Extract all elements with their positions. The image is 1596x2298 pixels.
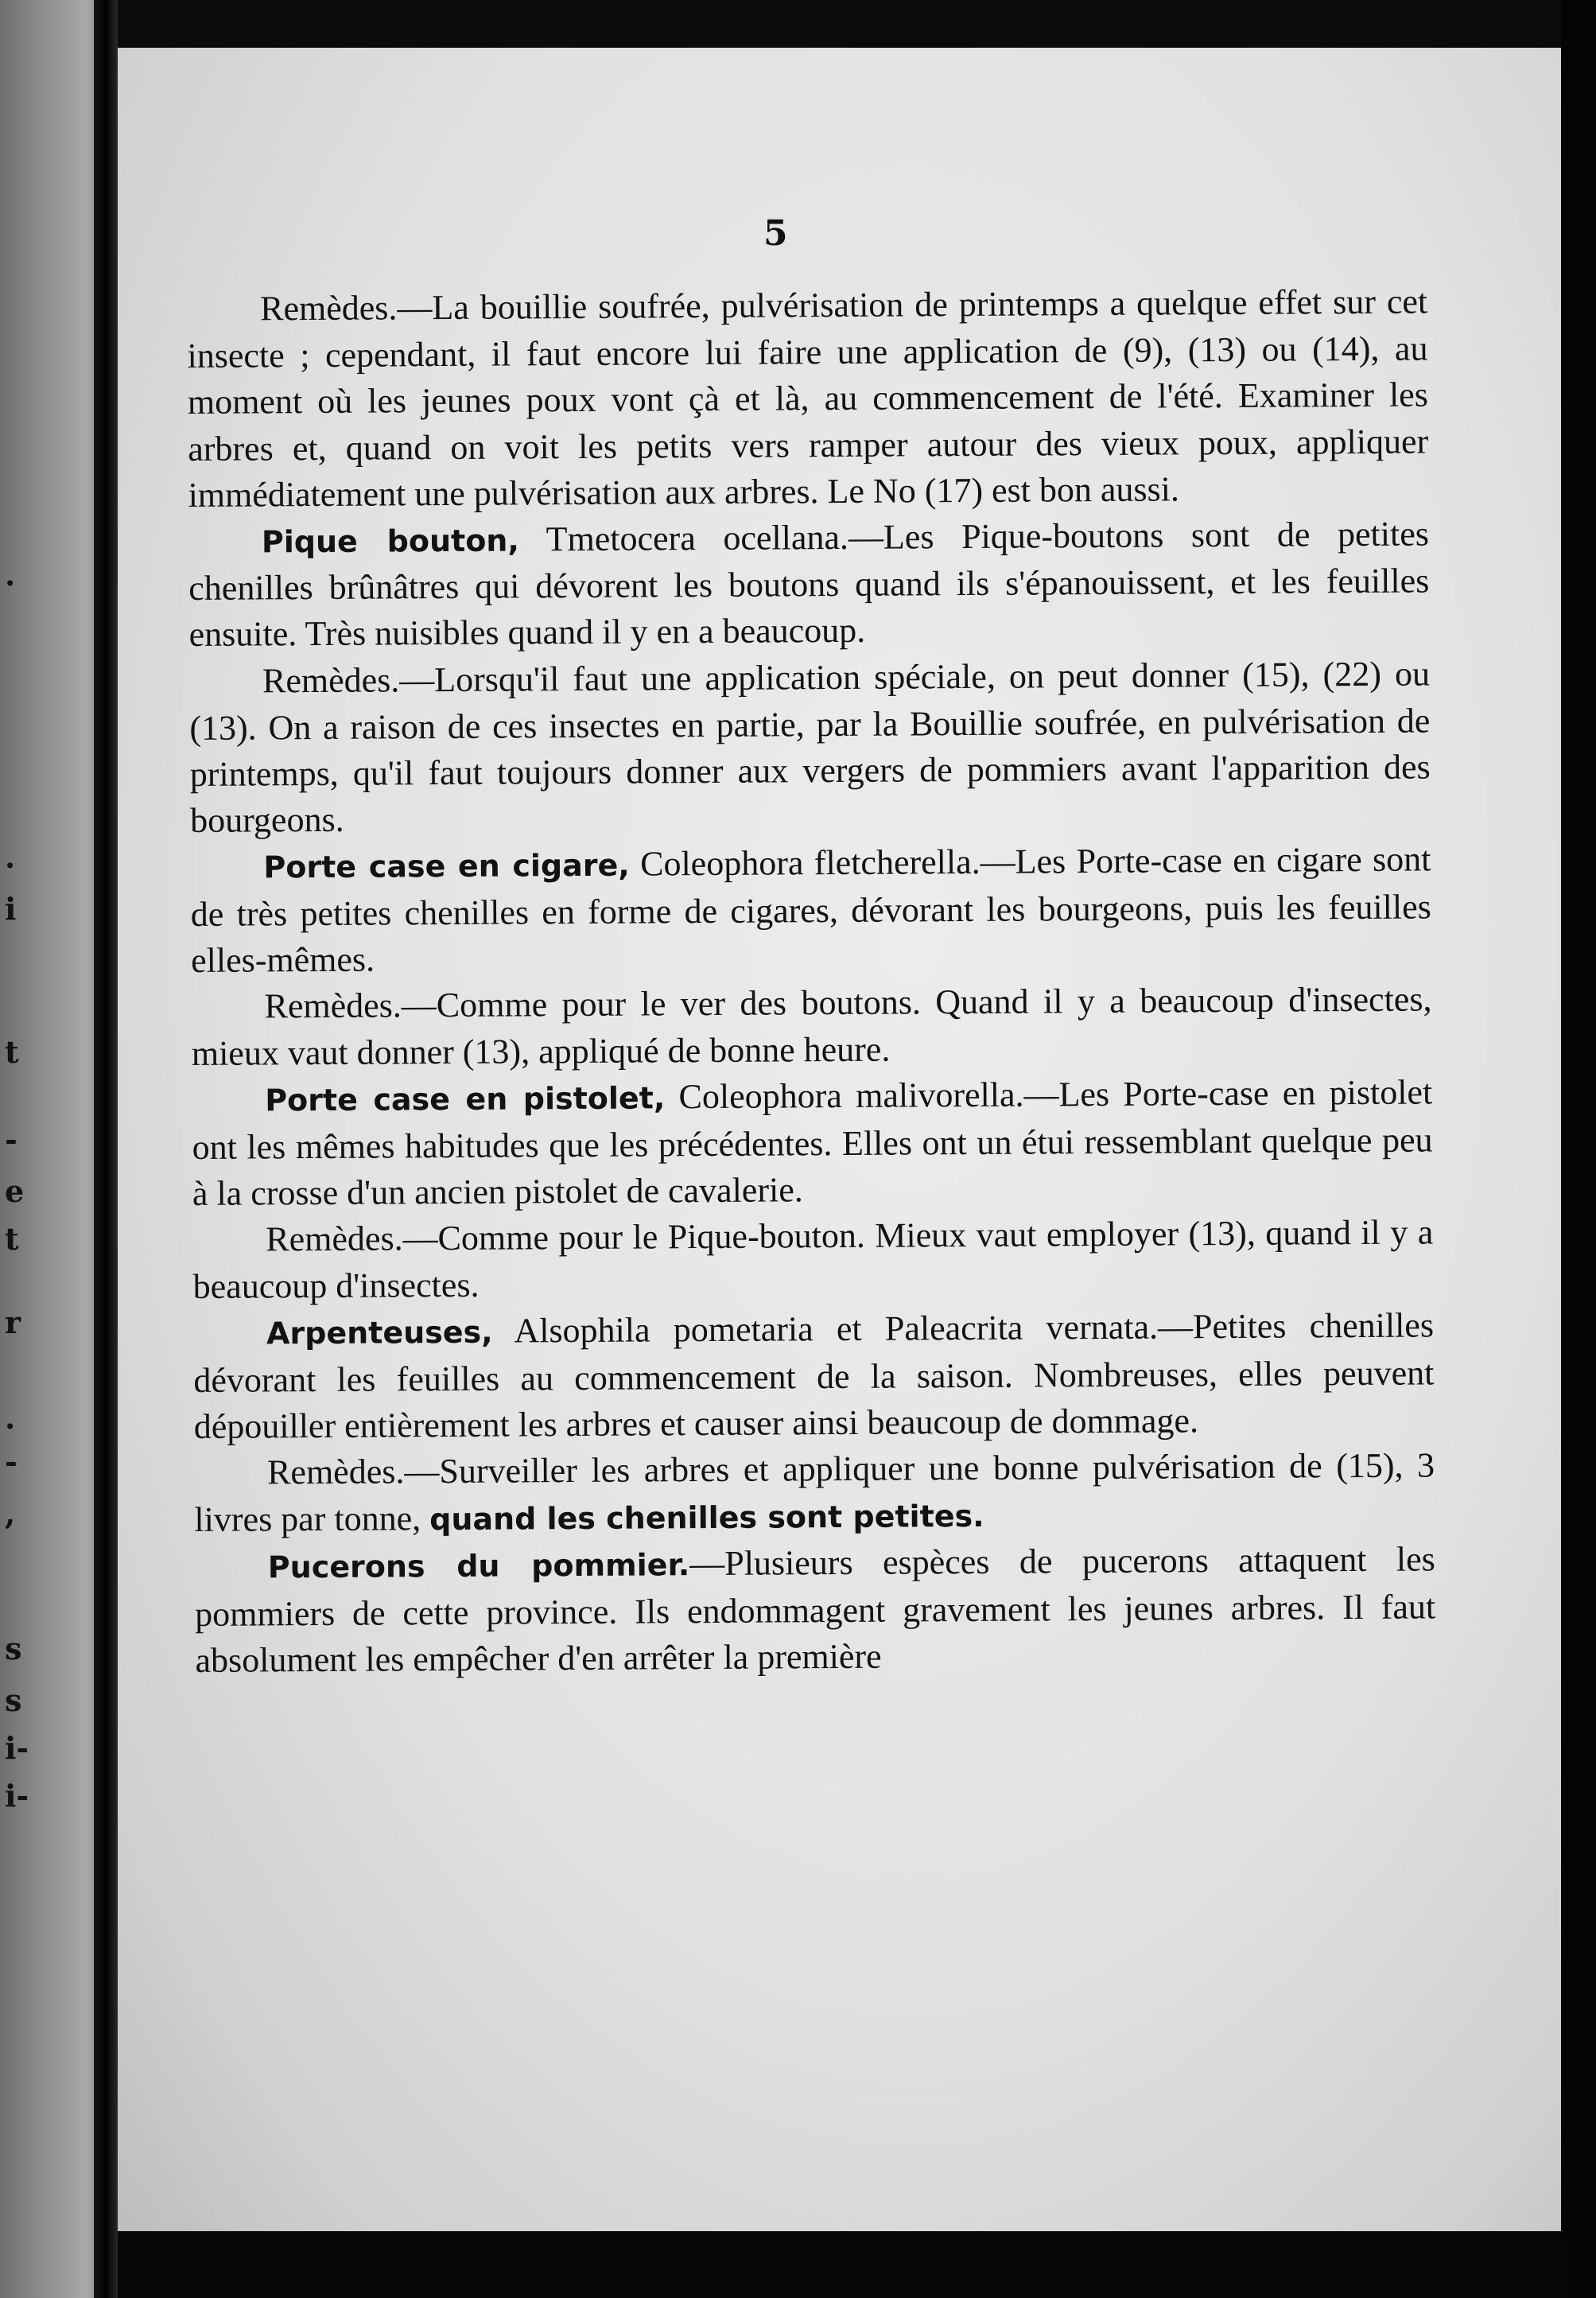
- scan-border-right: [1561, 0, 1596, 2298]
- scan-border-bottom: [118, 2231, 1561, 2298]
- margin-mark: r: [5, 1305, 21, 1340]
- margin-mark: e: [5, 1173, 25, 1209]
- paragraph-term: Porte case en pistolet,: [265, 1080, 666, 1118]
- paragraph: [192, 1070, 1433, 1217]
- margin-mark: i: [5, 891, 17, 927]
- facing-page-marks: [5, 0, 37, 2298]
- paragraph-text: Remèdes.—La bouillie soufrée, pulvérisation de printemps a quelque effet sur cet insecte ; cependant, il faut encore lui faire une application de (9), (13) ou (14), au moment où les jeunes poux vont çà et là, au commencement de l'été. Examiner les arbres et, quand on voit les petits vers ramper autour des vieux poux, appliquer immédiatement une pulvérisation aux arbres. Le No (17) est bon aussi.: [187, 282, 1429, 515]
- margin-mark: s: [5, 1631, 22, 1666]
- paragraph: [195, 1537, 1436, 1684]
- paragraph: [190, 837, 1431, 984]
- paragraph: [189, 651, 1431, 844]
- margin-mark: t: [5, 1034, 19, 1070]
- emphasis-text: quand les chenilles sont petites.: [429, 1499, 984, 1538]
- document-page: [118, 48, 1561, 2231]
- paragraph: [193, 1303, 1435, 1450]
- margin-mark: i-: [5, 1730, 29, 1766]
- facing-page-edge: [0, 0, 107, 2298]
- paragraph-text: Alsophila pometaria et Paleacrita vernata.—Petites chenilles dévorant les feuilles au commencement de la saison. Nombreuses, elles peuvent dépouiller entièrement les arbres et causer ainsi beaucoup de dommage.: [193, 1305, 1435, 1446]
- paragraph: [188, 511, 1430, 658]
- paragraph-text: Coleophora fletcherella.—Les Porte-case en cigare sont de très petites chenilles en forme de cigares, dévorant les bourgeons, puis les feuilles elles-mêmes.: [190, 839, 1431, 980]
- paragraph-text: Remèdes.—Comme pour le ver des boutons. Quand il y a beaucoup d'insectes, mieux vaut donner (13), appliqué de bonne heure.: [191, 979, 1432, 1074]
- paragraph-text: Remèdes.—Surveiller les arbres et appliquer une bonne pulvérisation de (15), 3 livres par tonne,: [194, 1445, 1435, 1540]
- paragraph-text: —Plusieurs espèces de pucerons attaquent les pommiers de cette province. Ils endommagent gravement les jeunes arbres. Il faut absolument les empêcher d'en arrêter la première: [195, 1539, 1436, 1680]
- paragraph-term: Pique bouton,: [261, 523, 519, 560]
- margin-mark: -: [5, 1122, 17, 1157]
- margin-mark: ,: [5, 1495, 16, 1531]
- page-number: 5: [763, 213, 788, 254]
- paragraph-text: Remèdes.—Lorsqu'il faut une application spéciale, on peut donner (15), (22) ou (13). On a raison de ces insectes en partie, par la Bouillie soufrée, en pulvérisation de printemps, qu'il faut toujours donner aux vergers de pommiers avant l'apparition des bourgeons.: [189, 654, 1431, 841]
- book-spine: [94, 0, 118, 2298]
- margin-mark: i-: [5, 1778, 29, 1814]
- margin-mark: -: [5, 1444, 17, 1480]
- margin-mark: .: [5, 1400, 16, 1436]
- margin-mark: .: [5, 839, 16, 875]
- margin-mark: s: [5, 1682, 22, 1718]
- paragraph-term: Pucerons du pommier.: [267, 1547, 690, 1585]
- paragraph: [194, 1443, 1435, 1545]
- paragraph: [187, 278, 1429, 519]
- body-text: [187, 278, 1436, 1684]
- margin-mark: .: [5, 557, 16, 593]
- paragraph-text: Remèdes.—Comme pour le Pique-bouton. Mieux vaut employer (13), quand il y a beaucoup d'insectes.: [192, 1212, 1434, 1307]
- paragraph-text: Coleophora malivorella.—Les Porte-case en pistolet ont les mêmes habitudes que les précédentes. Elles ont un étui ressemblant quelque peu à la crosse d'un ancien pistolet de cavalerie.: [192, 1072, 1433, 1213]
- paragraph-text: Tmetocera ocellana.—Les Pique-boutons sont de petites chenilles brûnâtres qui dévorent les boutons quand ils s'épanouissent, et les feuilles ensuite. Très nuisibles quand il y en a beaucoup.: [188, 514, 1430, 655]
- margin-mark: t: [5, 1221, 19, 1257]
- paragraph-term: Porte case en cigare,: [263, 848, 630, 885]
- paragraph: [192, 1210, 1434, 1311]
- paragraph-term: Arpenteuses,: [266, 1315, 493, 1351]
- paragraph: [191, 977, 1432, 1078]
